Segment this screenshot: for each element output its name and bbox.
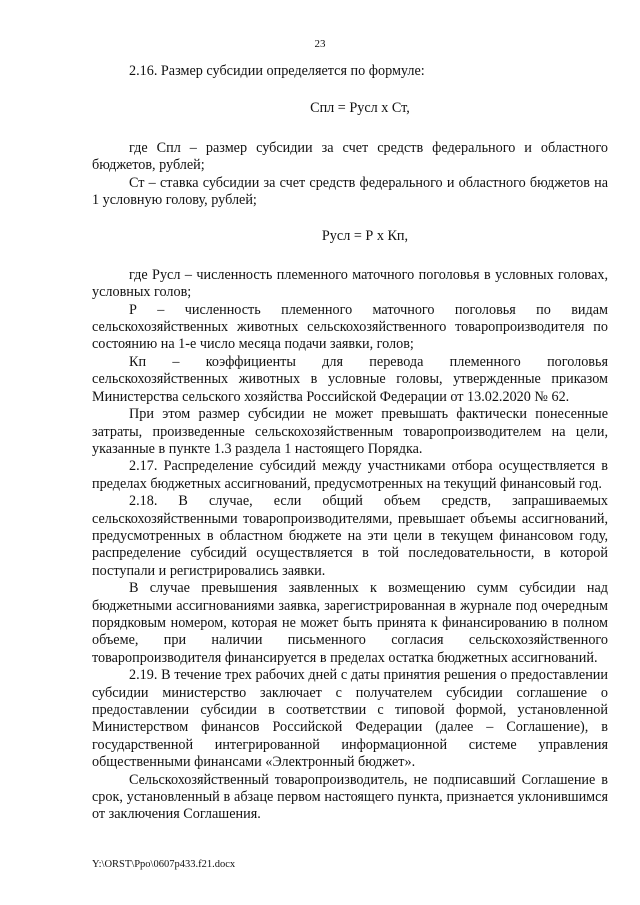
paragraph-where-rusl: где Русл – численность племенного маточного поголовья в условных головах, условных голов;	[92, 266, 608, 301]
formula-subsidy-size: Спл = Русл х Ст,	[310, 100, 410, 117]
paragraph-where-spl: где Спл – размер субсидии за счет средств федерального и областного бюджетов, рублей;	[92, 139, 608, 174]
paragraph-kp: Кп – коэффициенты для перевода племенного поголовья сельскохозяйственных животных в условные головы, утвержденные приказом Министерства сельского хозяйства Российской Федерации от 13.02.2020 № 62.	[92, 353, 608, 405]
paragraph-r: Р – численность племенного маточного поголовья по видам сельскохозяйственных животных сельскохозяйственного товаропроизводителя по состоянию на 1-е число месяца подачи заявки, голов;	[92, 301, 608, 353]
paragraph-limit: При этом размер субсидии не может превышать фактически понесенные затраты, произведенные сельскохозяйственным товаропроизводителем на цели, указанные в пункте 1.3 раздела 1 настоящего Порядка.	[92, 406, 608, 457]
paragraph-st: Ст – ставка субсидии за счет средств федерального и областного бюджетов на 1 условную голову, рублей;	[92, 174, 608, 209]
page-number: 23	[314, 38, 326, 50]
formula-conditional-heads: Русл = Р х Кп,	[321, 228, 409, 245]
paragraph-excess: В случае превышения заявленных к возмещению сумм субсидии над бюджетными ассигнованиями заявка, зарегистрированная в журнале под очередным порядковым номером, которая не может быть принята к финансированию в полном объеме, при наличии письменного согласия сельскохозяйственного товаропроизводителя финансируется в пределах остатка бюджетных ассигнований.	[92, 580, 608, 666]
document-body	[92, 63, 608, 824]
paragraph-2-17: 2.17. Распределение субсидий между участниками отбора осуществляется в пределах бюджетных ассигнований, предусмотренных на текущий финансовый год.	[92, 458, 608, 492]
footer-file-path: Y:\ORST\Ppo\0607p433.f21.docx	[92, 859, 236, 870]
paragraph-2-16: 2.16. Размер субсидии определяется по формуле:	[129, 63, 425, 79]
paragraph-refuse: Сельскохозяйственный товаропроизводитель, не подписавший Соглашение в срок, установленный в абзаце первом настоящего пункта, признается уклонившимся от заключения Соглашения.	[92, 771, 608, 823]
paragraph-2-18: 2.18. В случае, если общий объем средств, запрашиваемых сельскохозяйственными товаропроизводителями, превышает объемы ассигнований, предусмотренных в областном бюджете на эти цели в текущем финансовом году, распределение субсидий осуществляется в той последовательности, в которой поступали и регистрировались заявки.	[92, 493, 608, 579]
paragraph-2-19: 2.19. В течение трех рабочих дней с даты принятия решения о предоставлении субсидии министерство заключает с получателем субсидии соглашение о предоставлении субсидии в соответствии с типовой формой, установленной Министерством финансов Российской Федерации (далее – Соглашение), в государственной интегрированной информационной системе управления общественными финансами «Электронный бюджет».	[92, 667, 608, 771]
